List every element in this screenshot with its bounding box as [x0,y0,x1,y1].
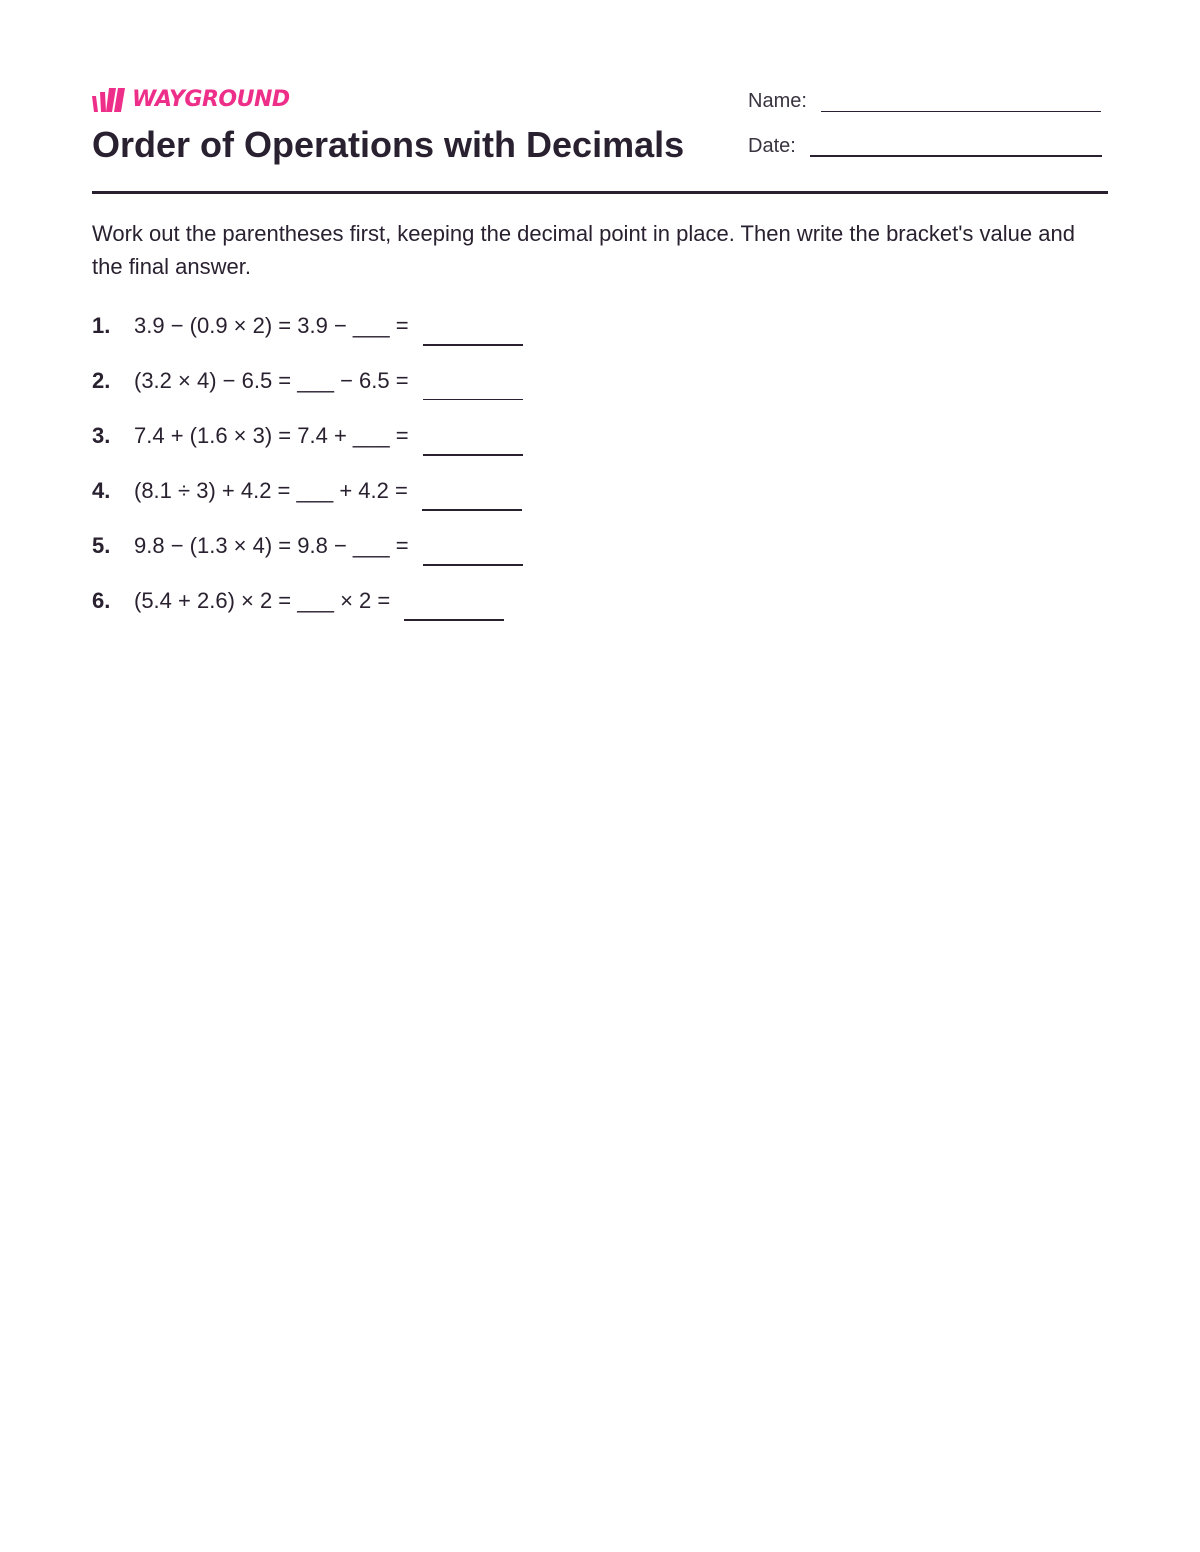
answer-line[interactable] [423,344,523,346]
worksheet-page [92,0,1108,1552]
date-field [748,133,1102,159]
name-field [748,88,1101,114]
date-input-line[interactable] [810,155,1102,157]
answer-line[interactable] [404,619,504,621]
problem-item [92,361,1108,416]
name-label: Name: [748,90,807,112]
problem-expression: (3.2 × 4) − 6.5 = ___ − 6.5 = [134,368,409,393]
answer-line[interactable] [423,454,523,456]
name-input-line[interactable] [821,111,1101,112]
problem-number: 1. [92,313,111,338]
problem-item [92,526,1108,581]
problem-number: 6. [92,588,111,613]
answer-line[interactable] [422,509,522,511]
brand-name: WAYGROUND [132,87,290,112]
problem-number: 3. [92,423,111,448]
problem-expression: (8.1 ÷ 3) + 4.2 = ___ + 4.2 = [134,478,408,503]
problem-expression: 9.8 − (1.3 × 4) = 9.8 − ___ = [134,533,409,558]
wayground-logo-icon [92,88,126,112]
instructions-text: Work out the parentheses first, keeping the decimal point in place. Then write the bracket's value and the final answer. [92,221,1075,279]
problem-item [92,306,1108,361]
problem-expression: 3.9 − (0.9 × 2) = 3.9 − ___ = [134,313,409,338]
answer-line[interactable] [423,399,523,400]
problem-item [92,581,1108,636]
problem-list [92,306,1108,636]
answer-line[interactable] [423,564,523,566]
brand-logo [92,86,290,114]
page-title: Order of Operations with Decimals [92,124,685,165]
problem-expression: 7.4 + (1.6 × 3) = 7.4 + ___ = [134,423,409,448]
problem-item [92,416,1108,471]
date-label: Date: [748,135,796,157]
problem-number: 2. [92,368,111,393]
problem-number: 4. [92,478,111,503]
problem-item [92,471,1108,526]
problem-expression: (5.4 + 2.6) × 2 = ___ × 2 = [134,588,391,613]
header-divider [92,191,1108,194]
problem-number: 5. [92,533,111,558]
